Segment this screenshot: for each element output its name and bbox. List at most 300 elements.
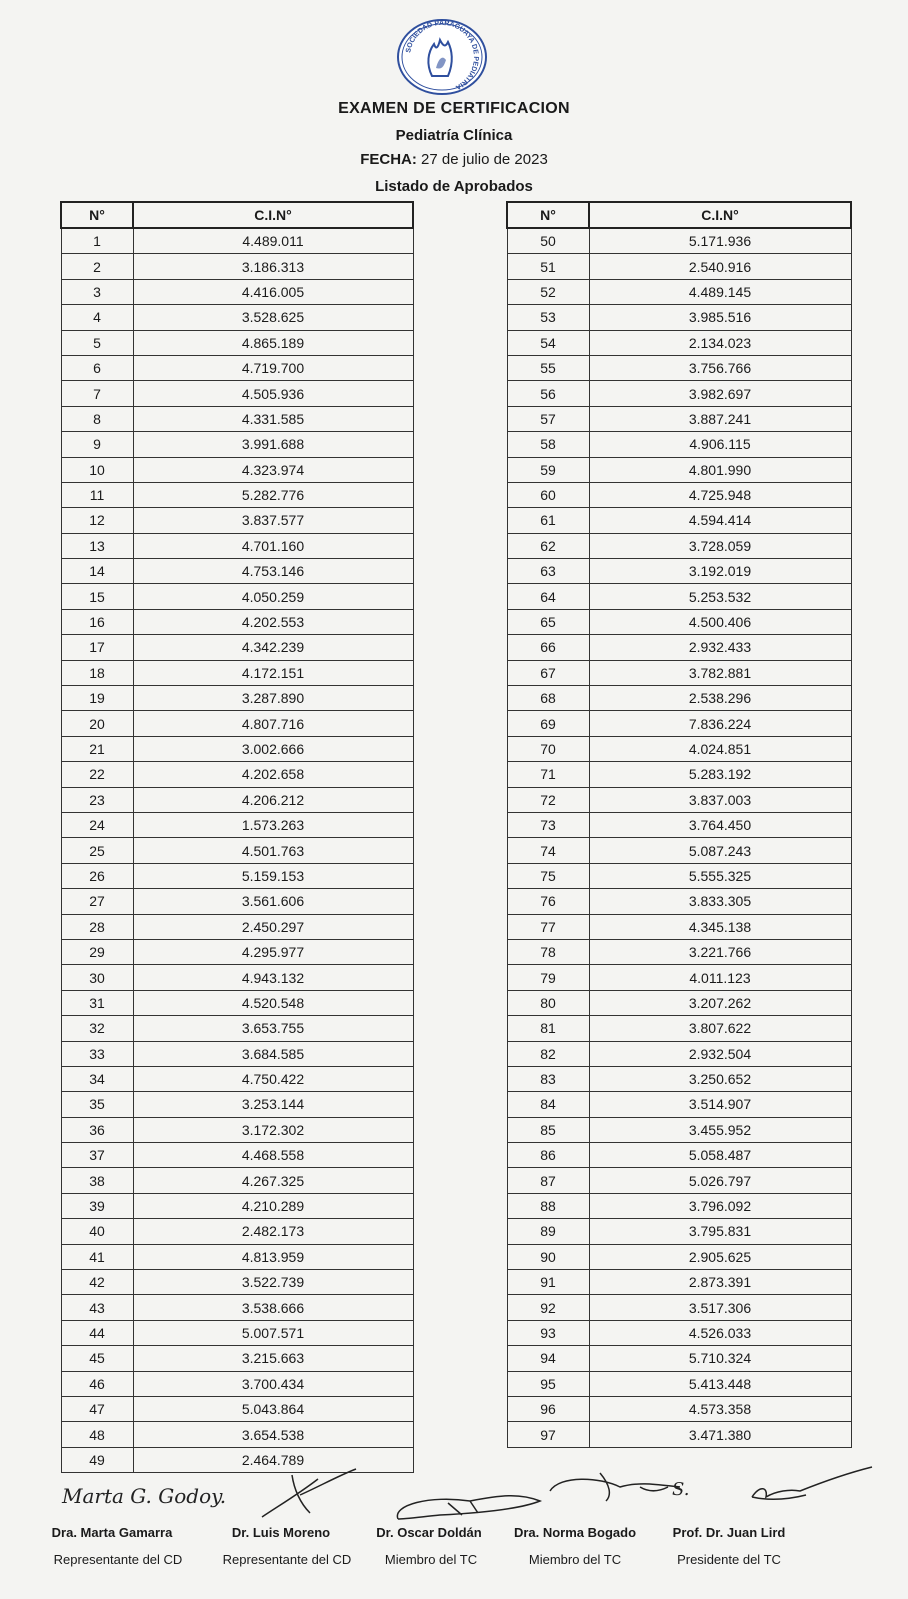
table-row xyxy=(61,939,413,964)
row-number: 74 xyxy=(507,838,589,863)
row-number: 83 xyxy=(507,1066,589,1091)
row-number: 36 xyxy=(61,1117,133,1142)
table-row xyxy=(61,1193,413,1218)
column-header-ci: C.I.N° xyxy=(133,202,413,228)
row-number: 54 xyxy=(507,330,589,355)
table-row xyxy=(61,584,413,609)
table-row xyxy=(61,228,413,254)
row-number: 23 xyxy=(61,787,133,812)
row-number: 57 xyxy=(507,406,589,431)
row-number: 59 xyxy=(507,457,589,482)
row-ci: 4.725.948 xyxy=(589,482,851,507)
row-ci: 4.526.033 xyxy=(589,1320,851,1345)
table-row xyxy=(61,432,413,457)
table-row xyxy=(61,1396,413,1421)
table-row xyxy=(507,355,851,380)
row-ci: 3.833.305 xyxy=(589,889,851,914)
row-number: 93 xyxy=(507,1320,589,1345)
row-number: 21 xyxy=(61,736,133,761)
row-ci: 2.482.173 xyxy=(133,1219,413,1244)
row-number: 12 xyxy=(61,508,133,533)
row-ci: 3.795.831 xyxy=(589,1219,851,1244)
table-row xyxy=(61,1168,413,1193)
row-ci: 4.943.132 xyxy=(133,965,413,990)
table-row xyxy=(507,432,851,457)
row-ci: 1.573.263 xyxy=(133,812,413,837)
row-ci: 3.221.766 xyxy=(589,939,851,964)
row-ci: 3.837.577 xyxy=(133,508,413,533)
row-ci: 2.932.433 xyxy=(589,635,851,660)
table-header-row xyxy=(507,202,851,228)
table-row xyxy=(507,381,851,406)
row-ci: 3.728.059 xyxy=(589,533,851,558)
row-number: 41 xyxy=(61,1244,133,1269)
row-ci: 2.538.296 xyxy=(589,686,851,711)
table-row xyxy=(507,838,851,863)
row-number: 73 xyxy=(507,812,589,837)
row-number: 78 xyxy=(507,939,589,964)
table-row xyxy=(507,559,851,584)
row-number: 40 xyxy=(61,1219,133,1244)
row-number: 87 xyxy=(507,1168,589,1193)
row-number: 88 xyxy=(507,1193,589,1218)
row-number: 52 xyxy=(507,279,589,304)
table-row xyxy=(61,305,413,330)
row-number: 48 xyxy=(61,1422,133,1447)
row-ci: 4.050.259 xyxy=(133,584,413,609)
row-ci: 5.058.487 xyxy=(589,1143,851,1168)
row-ci: 4.331.585 xyxy=(133,406,413,431)
row-ci: 2.464.789 xyxy=(133,1447,413,1472)
row-number: 63 xyxy=(507,559,589,584)
signer-role: Representante del CD xyxy=(53,1552,183,1567)
row-number: 51 xyxy=(507,254,589,279)
row-number: 27 xyxy=(61,889,133,914)
row-number: 14 xyxy=(61,559,133,584)
table-row xyxy=(507,812,851,837)
row-ci: 3.654.538 xyxy=(133,1422,413,1447)
row-number: 79 xyxy=(507,965,589,990)
row-number: 86 xyxy=(507,1143,589,1168)
row-ci: 4.505.936 xyxy=(133,381,413,406)
table-row xyxy=(61,1066,413,1091)
table-row xyxy=(507,330,851,355)
table-row xyxy=(507,1117,851,1142)
row-ci: 3.837.003 xyxy=(589,787,851,812)
table-row xyxy=(507,990,851,1015)
row-number: 2 xyxy=(61,254,133,279)
row-ci: 3.653.755 xyxy=(133,1016,413,1041)
signer-role: Presidente del TC xyxy=(677,1552,781,1567)
row-ci: 3.250.652 xyxy=(589,1066,851,1091)
row-number: 22 xyxy=(61,762,133,787)
signer-name: Prof. Dr. Juan Lird xyxy=(672,1525,786,1540)
row-ci: 5.159.153 xyxy=(133,863,413,888)
row-ci: 2.932.504 xyxy=(589,1041,851,1066)
table-row xyxy=(61,1320,413,1345)
row-ci: 5.043.864 xyxy=(133,1396,413,1421)
row-ci: 3.528.625 xyxy=(133,305,413,330)
row-ci: 4.501.763 xyxy=(133,838,413,863)
row-number: 20 xyxy=(61,711,133,736)
column-header-number: N° xyxy=(507,202,589,228)
table-row xyxy=(507,1143,851,1168)
row-ci: 4.753.146 xyxy=(133,559,413,584)
row-number: 65 xyxy=(507,609,589,634)
row-ci: 3.471.380 xyxy=(589,1422,851,1447)
table-row xyxy=(61,559,413,584)
signer-name: Dr. Oscar Doldán xyxy=(376,1525,482,1540)
table-row xyxy=(61,889,413,914)
row-ci: 4.024.851 xyxy=(589,736,851,761)
approved-table-right xyxy=(506,201,852,1448)
table-row xyxy=(507,1295,851,1320)
row-number: 29 xyxy=(61,939,133,964)
row-number: 7 xyxy=(61,381,133,406)
row-number: 85 xyxy=(507,1117,589,1142)
signature-oscar xyxy=(397,1496,540,1519)
row-number: 35 xyxy=(61,1092,133,1117)
row-ci: 3.887.241 xyxy=(589,406,851,431)
table-row xyxy=(507,914,851,939)
row-ci: 4.202.658 xyxy=(133,762,413,787)
row-ci: 3.561.606 xyxy=(133,889,413,914)
table-row xyxy=(61,686,413,711)
table-row xyxy=(507,1396,851,1421)
row-number: 61 xyxy=(507,508,589,533)
table-row xyxy=(61,457,413,482)
row-ci: 4.906.115 xyxy=(589,432,851,457)
row-ci: 4.865.189 xyxy=(133,330,413,355)
table-row xyxy=(507,762,851,787)
row-ci: 5.087.243 xyxy=(589,838,851,863)
signer-name: Dr. Luis Moreno xyxy=(231,1525,331,1540)
row-number: 82 xyxy=(507,1041,589,1066)
row-number: 4 xyxy=(61,305,133,330)
row-ci: 3.538.666 xyxy=(133,1295,413,1320)
row-ci: 4.489.011 xyxy=(133,228,413,254)
row-number: 13 xyxy=(61,533,133,558)
row-ci: 3.215.663 xyxy=(133,1346,413,1371)
row-number: 91 xyxy=(507,1270,589,1295)
row-ci: 5.413.448 xyxy=(589,1371,851,1396)
table-row xyxy=(507,1066,851,1091)
svg-text:S.: S. xyxy=(672,1479,690,1500)
table-row xyxy=(61,406,413,431)
table-row xyxy=(507,533,851,558)
approved-table-left xyxy=(60,201,414,1473)
table-row xyxy=(61,787,413,812)
row-number: 43 xyxy=(61,1295,133,1320)
table-row xyxy=(507,711,851,736)
row-number: 94 xyxy=(507,1346,589,1371)
row-number: 81 xyxy=(507,1016,589,1041)
row-ci: 3.253.144 xyxy=(133,1092,413,1117)
column-header-number: N° xyxy=(61,202,133,228)
row-ci: 3.207.262 xyxy=(589,990,851,1015)
row-number: 90 xyxy=(507,1244,589,1269)
table-row xyxy=(507,939,851,964)
table-row xyxy=(61,279,413,304)
row-ci: 3.807.622 xyxy=(589,1016,851,1041)
row-ci: 4.520.548 xyxy=(133,990,413,1015)
table-row xyxy=(507,482,851,507)
row-number: 95 xyxy=(507,1371,589,1396)
row-ci: 4.202.553 xyxy=(133,609,413,634)
row-ci: 2.540.916 xyxy=(589,254,851,279)
row-number: 11 xyxy=(61,482,133,507)
row-number: 55 xyxy=(507,355,589,380)
table-header-row xyxy=(61,202,413,228)
row-number: 10 xyxy=(61,457,133,482)
row-number: 70 xyxy=(507,736,589,761)
row-number: 5 xyxy=(61,330,133,355)
row-number: 67 xyxy=(507,660,589,685)
row-number: 37 xyxy=(61,1143,133,1168)
logo-text: SOCIEDAD PARAGUAYA DE PEDIATRIA xyxy=(405,19,480,91)
row-ci: 2.450.297 xyxy=(133,914,413,939)
row-ci: 4.807.716 xyxy=(133,711,413,736)
row-ci: 4.011.123 xyxy=(589,965,851,990)
row-number: 80 xyxy=(507,990,589,1015)
row-ci: 4.206.212 xyxy=(133,787,413,812)
row-number: 96 xyxy=(507,1396,589,1421)
table-row xyxy=(61,635,413,660)
row-ci: 2.134.023 xyxy=(589,330,851,355)
signature-norma xyxy=(550,1473,680,1501)
table-row xyxy=(61,762,413,787)
row-number: 45 xyxy=(61,1346,133,1371)
row-ci: 5.283.192 xyxy=(589,762,851,787)
row-number: 17 xyxy=(61,635,133,660)
row-ci: 5.026.797 xyxy=(589,1168,851,1193)
row-number: 64 xyxy=(507,584,589,609)
signer-role: Miembro del TC xyxy=(528,1552,622,1567)
table-row xyxy=(507,406,851,431)
row-number: 32 xyxy=(61,1016,133,1041)
row-ci: 3.172.302 xyxy=(133,1117,413,1142)
exam-title: EXAMEN DE CERTIFICACION xyxy=(338,100,570,117)
table-row xyxy=(507,457,851,482)
row-number: 16 xyxy=(61,609,133,634)
table-row xyxy=(61,1422,413,1447)
row-ci: 4.323.974 xyxy=(133,457,413,482)
row-number: 50 xyxy=(507,228,589,254)
table-row xyxy=(507,1016,851,1041)
row-number: 56 xyxy=(507,381,589,406)
row-ci: 3.985.516 xyxy=(589,305,851,330)
row-ci: 3.514.907 xyxy=(589,1092,851,1117)
row-ci: 4.342.239 xyxy=(133,635,413,660)
row-number: 77 xyxy=(507,914,589,939)
row-ci: 7.836.224 xyxy=(589,711,851,736)
row-ci: 5.007.571 xyxy=(133,1320,413,1345)
table-row xyxy=(61,711,413,736)
signer-name: Dra. Marta Gamarra xyxy=(51,1525,173,1540)
row-ci: 3.796.092 xyxy=(589,1193,851,1218)
table-row xyxy=(507,1422,851,1447)
row-number: 15 xyxy=(61,584,133,609)
signer-name: Dra. Norma Bogado xyxy=(513,1525,637,1540)
table-row xyxy=(507,965,851,990)
row-number: 31 xyxy=(61,990,133,1015)
row-ci: 3.982.697 xyxy=(589,381,851,406)
table-row xyxy=(507,279,851,304)
row-number: 6 xyxy=(61,355,133,380)
table-row xyxy=(61,254,413,279)
row-number: 19 xyxy=(61,686,133,711)
table-row xyxy=(61,1244,413,1269)
table-row xyxy=(507,1041,851,1066)
table-row xyxy=(61,838,413,863)
row-number: 46 xyxy=(61,1371,133,1396)
table-row xyxy=(507,787,851,812)
table-row xyxy=(61,508,413,533)
row-ci: 3.991.688 xyxy=(133,432,413,457)
table-row xyxy=(61,965,413,990)
row-ci: 3.764.450 xyxy=(589,812,851,837)
row-ci: 4.416.005 xyxy=(133,279,413,304)
row-ci: 4.210.289 xyxy=(133,1193,413,1218)
table-row xyxy=(61,1270,413,1295)
row-ci: 4.267.325 xyxy=(133,1168,413,1193)
row-ci: 3.782.881 xyxy=(589,660,851,685)
row-ci: 4.594.414 xyxy=(589,508,851,533)
row-ci: 4.719.700 xyxy=(133,355,413,380)
table-row xyxy=(507,1219,851,1244)
row-number: 28 xyxy=(61,914,133,939)
row-ci: 5.282.776 xyxy=(133,482,413,507)
table-row xyxy=(61,863,413,888)
table-row xyxy=(61,1016,413,1041)
row-number: 72 xyxy=(507,787,589,812)
row-number: 3 xyxy=(61,279,133,304)
row-number: 30 xyxy=(61,965,133,990)
table-row xyxy=(507,686,851,711)
date-value: 27 de julio de 2023 xyxy=(421,151,548,168)
table-row xyxy=(507,1270,851,1295)
row-ci: 3.684.585 xyxy=(133,1041,413,1066)
row-number: 69 xyxy=(507,711,589,736)
table-row xyxy=(507,889,851,914)
column-header-ci: C.I.N° xyxy=(589,202,851,228)
table-row xyxy=(61,1117,413,1142)
row-ci: 4.500.406 xyxy=(589,609,851,634)
table-row xyxy=(61,533,413,558)
date-label: FECHA: xyxy=(360,151,417,168)
row-ci: 3.002.666 xyxy=(133,736,413,761)
row-ci: 5.253.532 xyxy=(589,584,851,609)
table-row xyxy=(61,736,413,761)
row-number: 47 xyxy=(61,1396,133,1421)
table-row xyxy=(61,1041,413,1066)
exam-subtitle: Pediatría Clínica xyxy=(395,127,513,144)
table-row xyxy=(61,330,413,355)
row-number: 8 xyxy=(61,406,133,431)
list-title: Listado de Aprobados xyxy=(375,178,533,195)
row-ci: 4.813.959 xyxy=(133,1244,413,1269)
table-row xyxy=(507,584,851,609)
row-ci: 4.573.358 xyxy=(589,1396,851,1421)
row-ci: 3.517.306 xyxy=(589,1295,851,1320)
row-ci: 4.295.977 xyxy=(133,939,413,964)
table-row xyxy=(61,812,413,837)
row-number: 76 xyxy=(507,889,589,914)
table-row xyxy=(61,1219,413,1244)
row-number: 62 xyxy=(507,533,589,558)
row-number: 97 xyxy=(507,1422,589,1447)
row-ci: 3.756.766 xyxy=(589,355,851,380)
signature-juan xyxy=(752,1467,872,1499)
row-ci: 4.801.990 xyxy=(589,457,851,482)
table-row xyxy=(507,635,851,660)
row-number: 84 xyxy=(507,1092,589,1117)
row-ci: 3.287.890 xyxy=(133,686,413,711)
table-row xyxy=(507,609,851,634)
table-row xyxy=(61,609,413,634)
table-row xyxy=(507,1168,851,1193)
table-row xyxy=(61,1346,413,1371)
exam-date xyxy=(0,151,908,168)
signer-role: Miembro del TC xyxy=(384,1552,478,1567)
table-row xyxy=(507,1092,851,1117)
signatures-area xyxy=(0,1465,908,1525)
row-ci: 3.192.019 xyxy=(589,559,851,584)
row-ci: 3.455.952 xyxy=(589,1117,851,1142)
signature-marta: Marta G. Godoy. xyxy=(62,1484,227,1508)
table-row xyxy=(507,736,851,761)
table-row xyxy=(61,1143,413,1168)
row-number: 53 xyxy=(507,305,589,330)
row-number: 38 xyxy=(61,1168,133,1193)
row-number: 71 xyxy=(507,762,589,787)
table-row xyxy=(507,1371,851,1396)
row-ci: 3.186.313 xyxy=(133,254,413,279)
table-row xyxy=(61,914,413,939)
row-ci: 4.489.145 xyxy=(589,279,851,304)
table-row xyxy=(61,1371,413,1396)
table-row xyxy=(61,355,413,380)
row-number: 1 xyxy=(61,228,133,254)
row-number: 9 xyxy=(61,432,133,457)
row-number: 75 xyxy=(507,863,589,888)
table-row xyxy=(507,254,851,279)
table-row xyxy=(507,1244,851,1269)
row-number: 26 xyxy=(61,863,133,888)
row-ci: 2.873.391 xyxy=(589,1270,851,1295)
row-number: 89 xyxy=(507,1219,589,1244)
society-logo xyxy=(396,18,488,96)
table-row xyxy=(507,508,851,533)
row-number: 25 xyxy=(61,838,133,863)
row-ci: 2.905.625 xyxy=(589,1244,851,1269)
row-number: 60 xyxy=(507,482,589,507)
row-number: 68 xyxy=(507,686,589,711)
table-row xyxy=(61,381,413,406)
table-row xyxy=(61,1092,413,1117)
row-number: 18 xyxy=(61,660,133,685)
row-number: 24 xyxy=(61,812,133,837)
row-number: 49 xyxy=(61,1447,133,1472)
row-number: 44 xyxy=(61,1320,133,1345)
table-row xyxy=(507,1193,851,1218)
signature-luis xyxy=(262,1469,356,1517)
row-number: 33 xyxy=(61,1041,133,1066)
row-number: 58 xyxy=(507,432,589,457)
table-row xyxy=(61,990,413,1015)
row-ci: 4.172.151 xyxy=(133,660,413,685)
table-row xyxy=(507,1320,851,1345)
